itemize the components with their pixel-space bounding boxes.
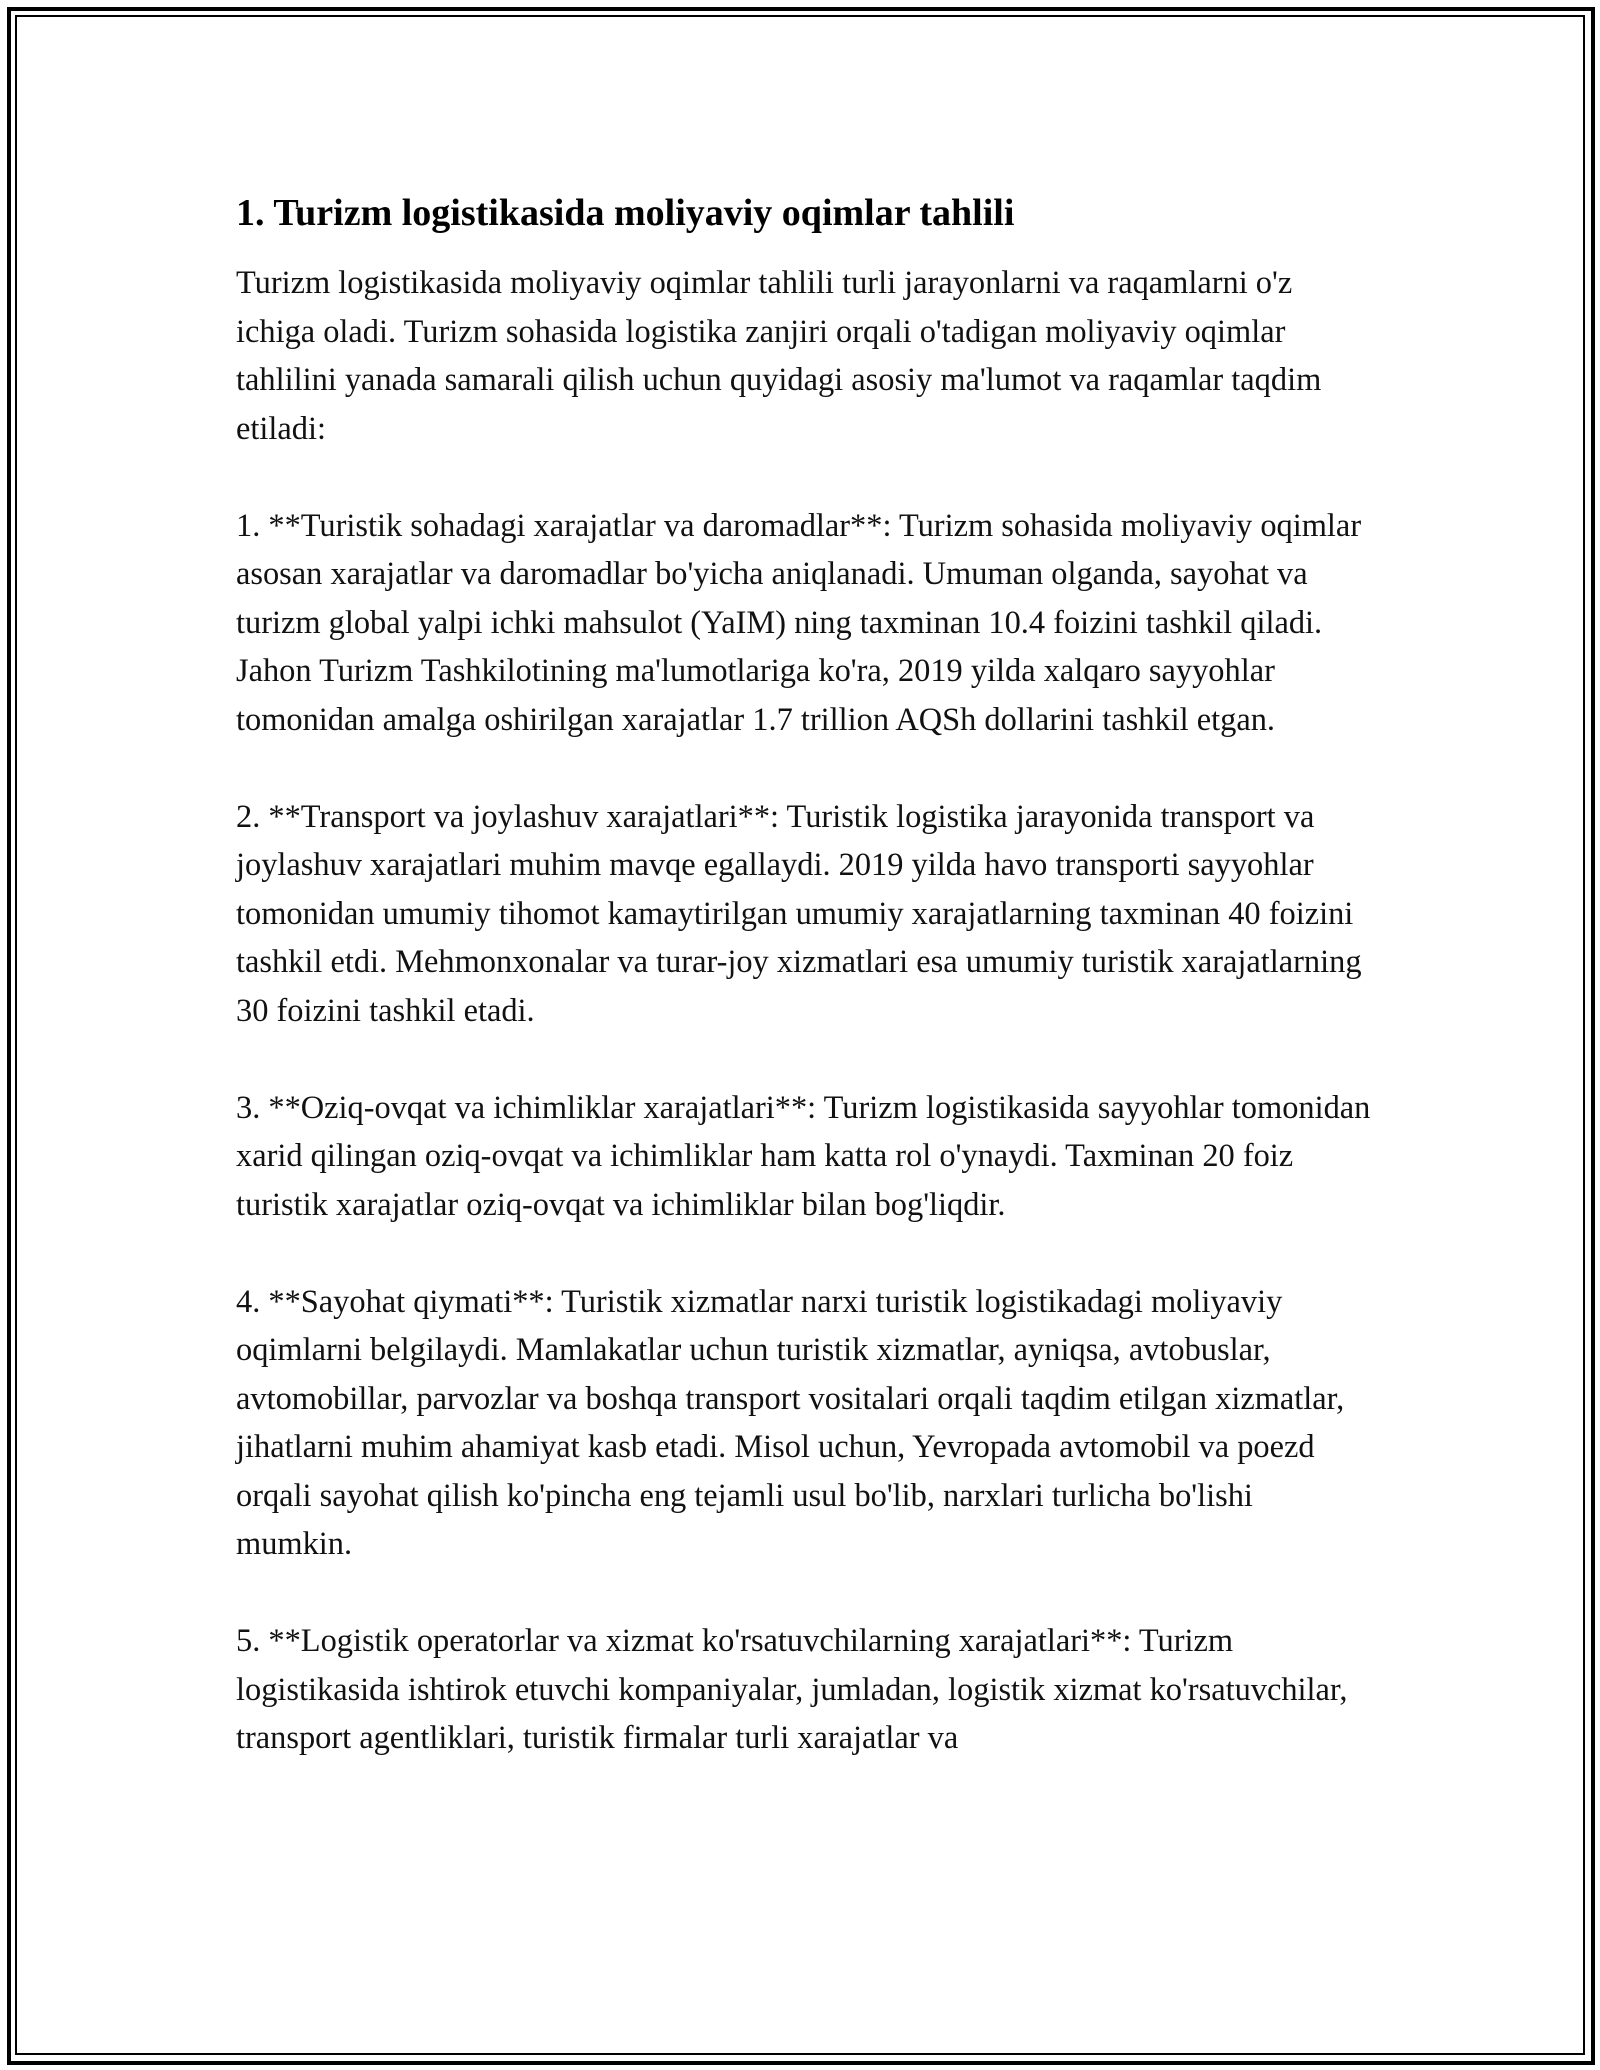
list-item: 2. **Transport va joylashuv xarajatlari**: Turistik logistika jarayonida transport va joylashuv xarajatlari muhim mavqe egallaydi. 2019 yilda havo transporti sayyohlar tomonidan umumiy tihomot kamaytirilgan umumiy xarajatlarning taxminan 40 foizini tashkil etdi. Mehmonxonalar va turar-joy xizmatlari esa umumiy turistik xarajatlarning 30 foizini tashkil etadi. (236, 798, 1362, 1029)
list-item: 5. **Logistik operatorlar va xizmat ko'rsatuvchilarning xarajatlari**: Turizm logistikasida ishtirok etuvchi kompaniyalar, jumladan, logistik xizmat ko'rsatuvchilar, transport agentliklari, turistik firmalar turli xarajatlar va (236, 1623, 1348, 1756)
document-title: 1. Turizm logistikasida moliyaviy oqimlar tahlili (236, 192, 1015, 234)
list-item: 3. **Oziq-ovqat va ichimliklar xarajatlari**: Turizm logistikasida sayyohlar tomonidan xarid qilingan oziq-ovqat va ichimliklar ham katta rol o'ynaydi. Taxminan 20 foiz turistik xarajatlar oziq-ovqat va ichimliklar bilan bog'liqdir. (236, 1089, 1371, 1223)
intro-paragraph: Turizm logistikasida moliyaviy oqimlar tahlili turli jarayonlarni va raqamlarni o'z ichiga oladi. Turizm sohasida logistika zanjiri orqali o'tadigan moliyaviy oqimlar tahlilini yanada samarali qilish uchun quyidagi asosiy ma'lumot va raqamlar taqdim etiladi: (236, 265, 1322, 447)
list-item: 4. **Sayohat qiymati**: Turistik xizmatlar narxi turistik logistikadagi moliyaviy oqimlarni belgilaydi. Mamlakatlar uchun turistik xizmatlar, ayniqsa, avtobuslar, avtomobillar, parvozlar va boshqa transport vositalari orqali taqdim etilgan xizmatlar, jihatlarni muhim ahamiyat kasb etadi. Misol uchun, Yevropada avtomobil va poezd orqali sayohat qilish ko'pincha eng tejamli usul bo'lib, narxlari turlicha bo'lishi mumkin. (236, 1283, 1345, 1562)
document-body (236, 185, 1376, 1763)
list-item: 1. **Turistik sohadagi xarajatlar va daromadlar**: Turizm sohasida moliyaviy oqimlar asosan xarajatlar va daromadlar bo'yicha aniqlanadi. Umuman olganda, sayohat va turizm global yalpi ichki mahsulot (YaIM) ning taxminan 10.4 foizini tashkil qiladi. Jahon Turizm Tashkilotining ma'lumotlariga ko'ra, 2019 yilda xalqaro sayyohlar tomonidan amalga oshirilgan xarajatlar 1.7 trillion AQSh dollarini tashkil etgan. (236, 507, 1362, 738)
